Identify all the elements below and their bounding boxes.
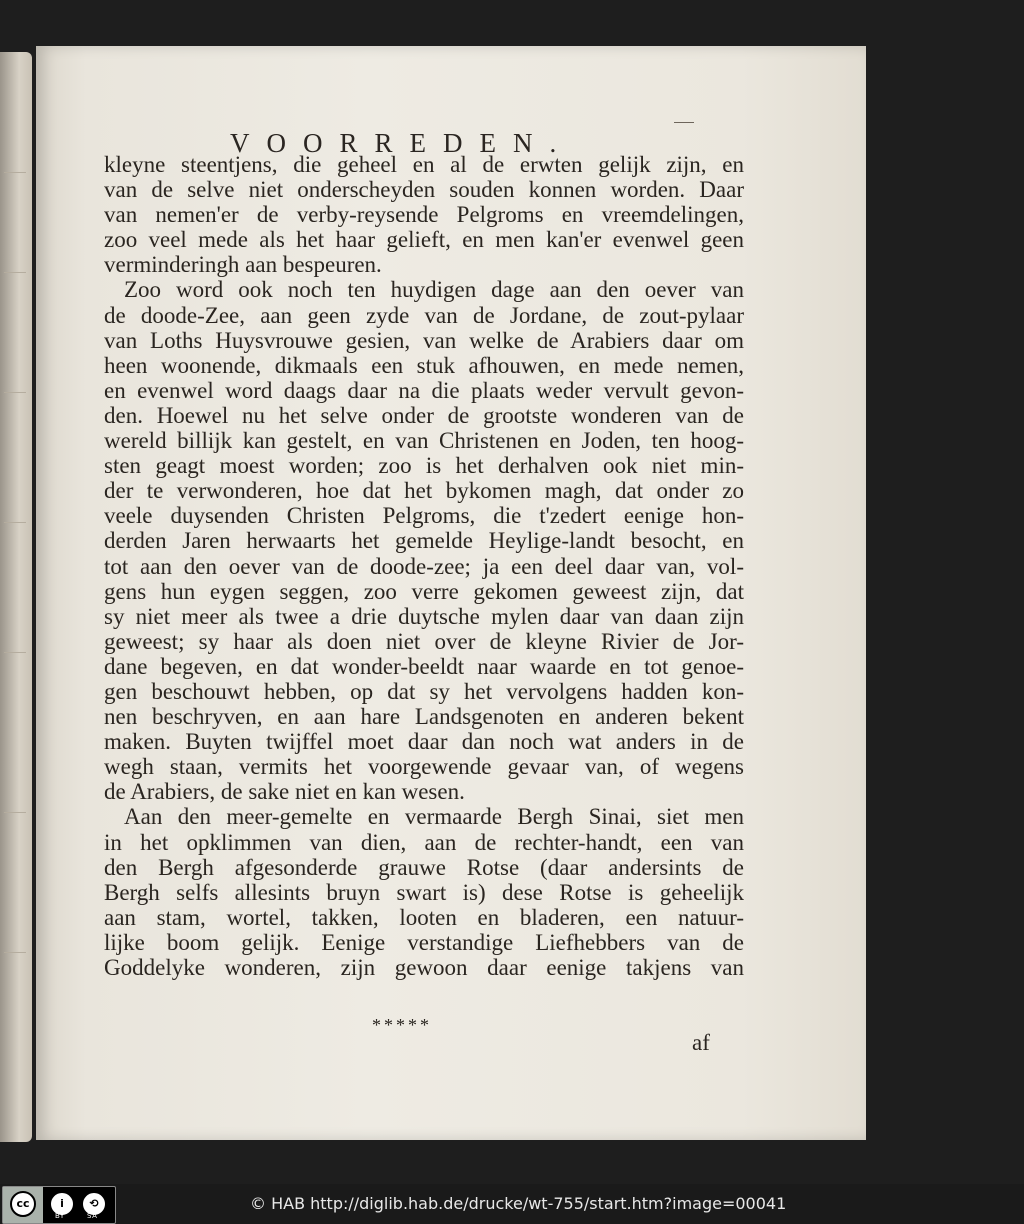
text-line: de Arabiers, de sake niet en kan wesen.	[104, 779, 465, 805]
text-line: kleyne steentjens, die geheel en al de erwten gelijk zijn, en	[104, 152, 744, 177]
sa-icon: ⟲	[81, 1191, 107, 1217]
text-line: geweest; sy haar als doen niet over de kleyne Rivier de Jor-	[104, 628, 744, 654]
text-line: lijke boom gelijk. Eenige verstandige Liefhebbers van de	[104, 929, 744, 955]
text-line: sten geagt moest worden; zoo is het derhalven ook niet min-	[104, 453, 744, 479]
text-line: van Loths Huysvrouwe gesien, van welke de Arabiers daar om	[104, 327, 744, 353]
text-line: in het opklimmen van dien, aan de rechter-handt, een van	[104, 829, 744, 855]
text-line: dane begeven, en dat wonder-beeldt naar waarde en tot genoe-	[104, 653, 744, 679]
text-line: heen woonende, dikmaals een stuk afhouwen, en mede nemen,	[104, 352, 744, 378]
text-line: tot aan den oever van de doode-zee; ja een deel daar van, vol-	[104, 553, 744, 579]
ghost-line	[4, 172, 26, 173]
signature-mark: *****	[372, 1015, 432, 1035]
text-line: van nemen'er de verby-reysende Pelgroms en vreemdelingen,	[104, 202, 744, 228]
catchword: af	[692, 1030, 710, 1055]
ghost-line	[4, 652, 26, 653]
left-page-edge	[0, 52, 32, 1142]
text-line: Zoo word ook noch ten huydigen dage aan den oever van	[124, 277, 744, 303]
body-text	[104, 152, 744, 980]
text-line: veele duysenden Christen Pelgroms, die t'zedert eenige hon-	[104, 503, 744, 529]
text-line: den Bergh afgesonderde grauwe Rotse (daar andersints de	[104, 854, 744, 880]
cc-by-label: BY	[55, 1212, 65, 1220]
text-line: sy niet meer als twee a drie duytsche mylen daar van daan zijn	[104, 603, 744, 629]
text-line: nen beschryven, en aan hare Landsgenoten en anderen bekent	[104, 704, 744, 730]
text-line: gens hun eygen seggen, zoo verre gekomen geweest zijn, dat	[104, 578, 744, 604]
footer-bar	[0, 1184, 1024, 1224]
text-line: gen beschouwt hebben, op dat sy het vervolgens hadden kon-	[104, 678, 744, 704]
text-line: aan stam, wortel, takken, looten en bladeren, een natuur-	[104, 904, 744, 930]
text-line: derden Jaren herwaarts het gemelde Heylige-landt besocht, en	[104, 528, 744, 554]
ghost-line	[4, 952, 26, 953]
text-line: Bergh selfs allesints bruyn swart is) dese Rotse is geheelijk	[104, 879, 744, 905]
text-line: en evenwel word daags daar na die plaats weder vervult gevon-	[104, 377, 744, 403]
cc-icon: cc	[10, 1191, 36, 1217]
ghost-line	[4, 392, 26, 393]
text-line: wegh staan, vermits het voorgewende gevaar van, of wegens	[104, 754, 744, 780]
text-line: maken. Buyten twijffel moet daar dan noch wat anders in de	[104, 729, 744, 755]
ghost-line	[4, 522, 26, 523]
text-line: zoo veel mede als het haar gelieft, en men kan'er evenwel geen	[104, 227, 744, 253]
text-line: den. Hoewel nu het selve onder de grootste wonderen van de	[104, 402, 744, 428]
by-icon: i	[49, 1191, 75, 1217]
text-line: verminderingh aan bespeuren.	[104, 252, 382, 278]
text-line: wereld billijk kan gestelt, en van Christenen en Joden, ten hoog-	[104, 428, 744, 454]
cc-license-badge[interactable]	[2, 1186, 116, 1224]
cc-sa-label: SA	[87, 1212, 98, 1220]
text-line: Aan den meer-gemelte en vermaarde Bergh Sinai, siet men	[124, 804, 744, 830]
ghost-line	[4, 812, 26, 813]
copyright-url[interactable]: © HAB http://diglib.hab.de/drucke/wt-755/start.htm?image=00041	[250, 1194, 787, 1213]
header-rule	[674, 122, 694, 123]
text-line: der te verwonderen, hoe dat het bykomen magh, dat onder zo	[104, 478, 744, 504]
ghost-line	[4, 272, 26, 273]
running-header: VOORREDEN.	[230, 128, 574, 158]
text-line: van de selve niet onderscheyden souden konnen worden. Daar	[104, 177, 744, 203]
text-line: Goddelyke wonderen, zijn gewoon daar eenige takjens van	[104, 955, 744, 980]
text-line: de doode-Zee, aan geen zyde van de Jordane, de zout-pylaar	[104, 302, 744, 328]
